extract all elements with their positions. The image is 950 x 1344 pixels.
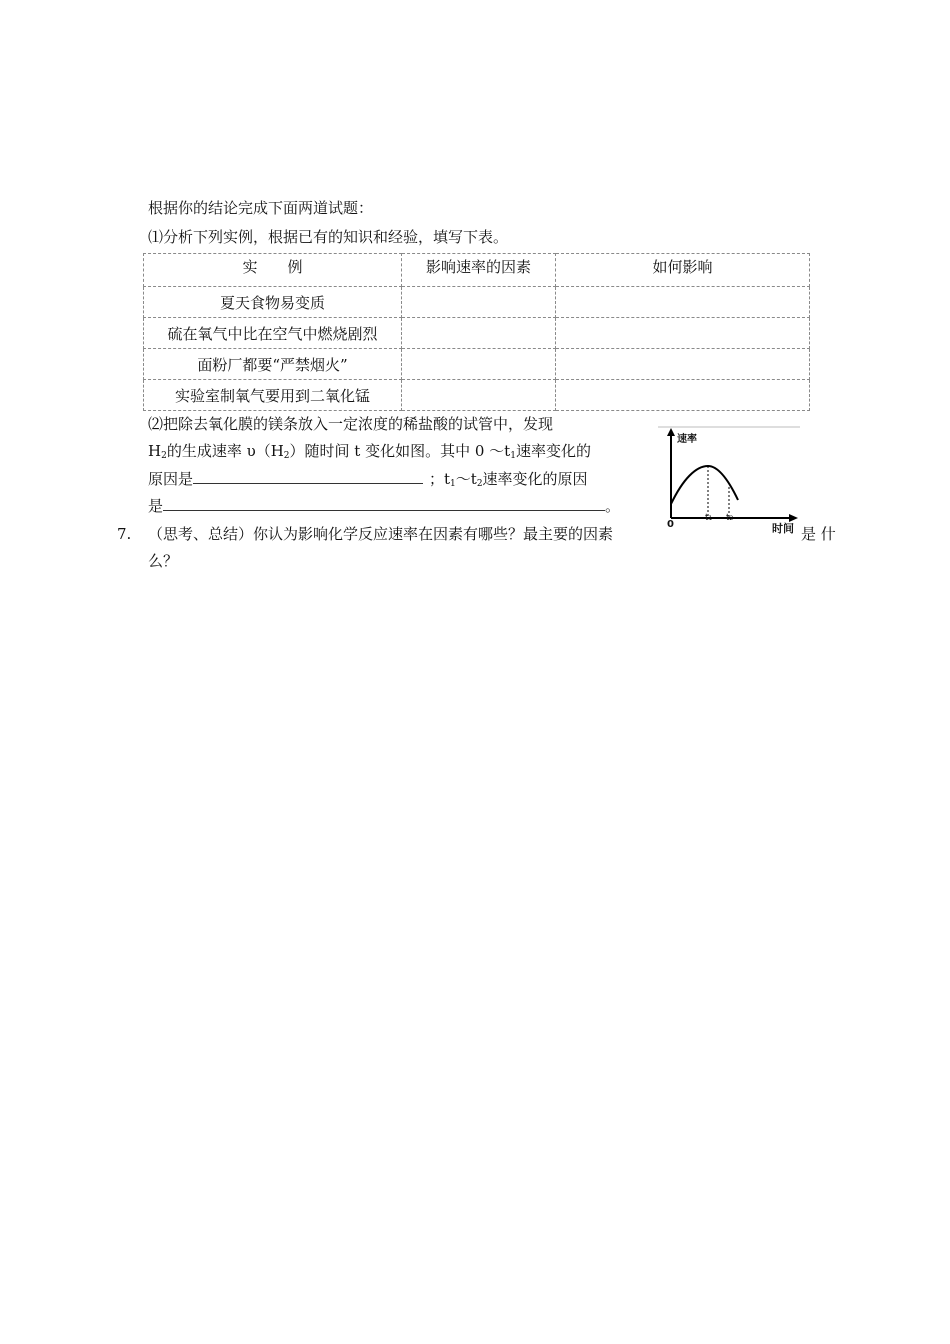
subscript: 2 (161, 451, 167, 461)
text-segment: 的生成速率 υ（H (166, 442, 284, 460)
answer-blank-2[interactable] (163, 496, 605, 511)
rate-time-graph (658, 424, 808, 534)
x-axis-label: 时间 (772, 522, 794, 535)
answer-cell[interactable] (402, 318, 556, 349)
table-header-cell: 影响速率的因素 (402, 254, 556, 287)
table-row (144, 380, 810, 411)
text-segment: ）随时间 t 变化如图。其中 0 ～t (289, 442, 511, 460)
text-segment: ；t (429, 470, 451, 488)
answer-cell[interactable] (402, 287, 556, 318)
subscript: 1 (510, 451, 516, 461)
text-segment: 是 (148, 497, 164, 515)
t2-subscript: 2 (729, 515, 734, 522)
example-cell: 实验室制氧气要用到二氧化锰 (144, 380, 402, 411)
question-2-line-2 (148, 441, 591, 466)
question-7-text: （思考、总结）你认为影响化学反应速率在因素有哪些？最主要的因素 (148, 525, 614, 543)
text-segment: 速率变化的原因 (482, 470, 588, 488)
t2-text: t (726, 513, 730, 523)
intro-text: 根据你的结论完成下面两道试题： (148, 199, 374, 217)
example-cell: 硫在氧气中比在空气中燃烧剧烈 (144, 318, 402, 349)
t1-text: t (705, 513, 709, 523)
text-segment: ～t (455, 470, 477, 488)
answer-cell[interactable] (402, 349, 556, 380)
subscript: 1 (450, 479, 456, 489)
question-2-line-4 (148, 496, 620, 516)
origin-label: 0 (667, 519, 674, 530)
question-7-tail: 是 什 (801, 525, 836, 543)
table-row (144, 318, 810, 349)
text-segment: 速率变化的 (515, 442, 591, 460)
t2-label (726, 513, 733, 523)
h2-symbol: H (148, 442, 162, 460)
example-cell: 面粉厂都要“严禁烟火” (144, 349, 402, 380)
question-2-line-3 (148, 469, 588, 494)
answer-blank-1[interactable] (193, 469, 423, 484)
subscript: 2 (476, 479, 483, 489)
subscript: 2 (283, 451, 290, 461)
example-cell: 夏天食物易变质 (144, 287, 402, 318)
y-axis-label: 速率 (677, 434, 697, 445)
question-7-line-2: 么？ (148, 552, 179, 570)
text-segment: 。 (605, 497, 621, 515)
table-row (144, 349, 810, 380)
table-row (144, 287, 810, 318)
answer-cell[interactable] (402, 380, 556, 411)
question-2-line-1: ⑵把除去氧化膜的镁条放入一定浓度的稀盐酸的试管中，发现 (148, 415, 554, 433)
rate-curve (671, 466, 738, 504)
t1-subscript: 1 (708, 515, 713, 522)
answer-cell[interactable] (556, 380, 810, 411)
answer-cell[interactable] (556, 318, 810, 349)
question-1-text: ⑴分析下列实例，根据已有的知识和经验，填写下表。 (148, 228, 509, 246)
fill-in-table (143, 253, 810, 411)
text-segment: 原因是 (148, 470, 194, 488)
answer-cell[interactable] (556, 287, 810, 318)
t1-label (705, 513, 712, 523)
table-header-row (144, 254, 810, 287)
answer-cell[interactable] (556, 349, 810, 380)
y-axis-arrow-icon (667, 428, 675, 436)
table-header-cell: 如何影响 (556, 254, 810, 287)
question-7-number: 7. (117, 525, 132, 543)
table-header-cell: 实 例 (144, 254, 402, 287)
